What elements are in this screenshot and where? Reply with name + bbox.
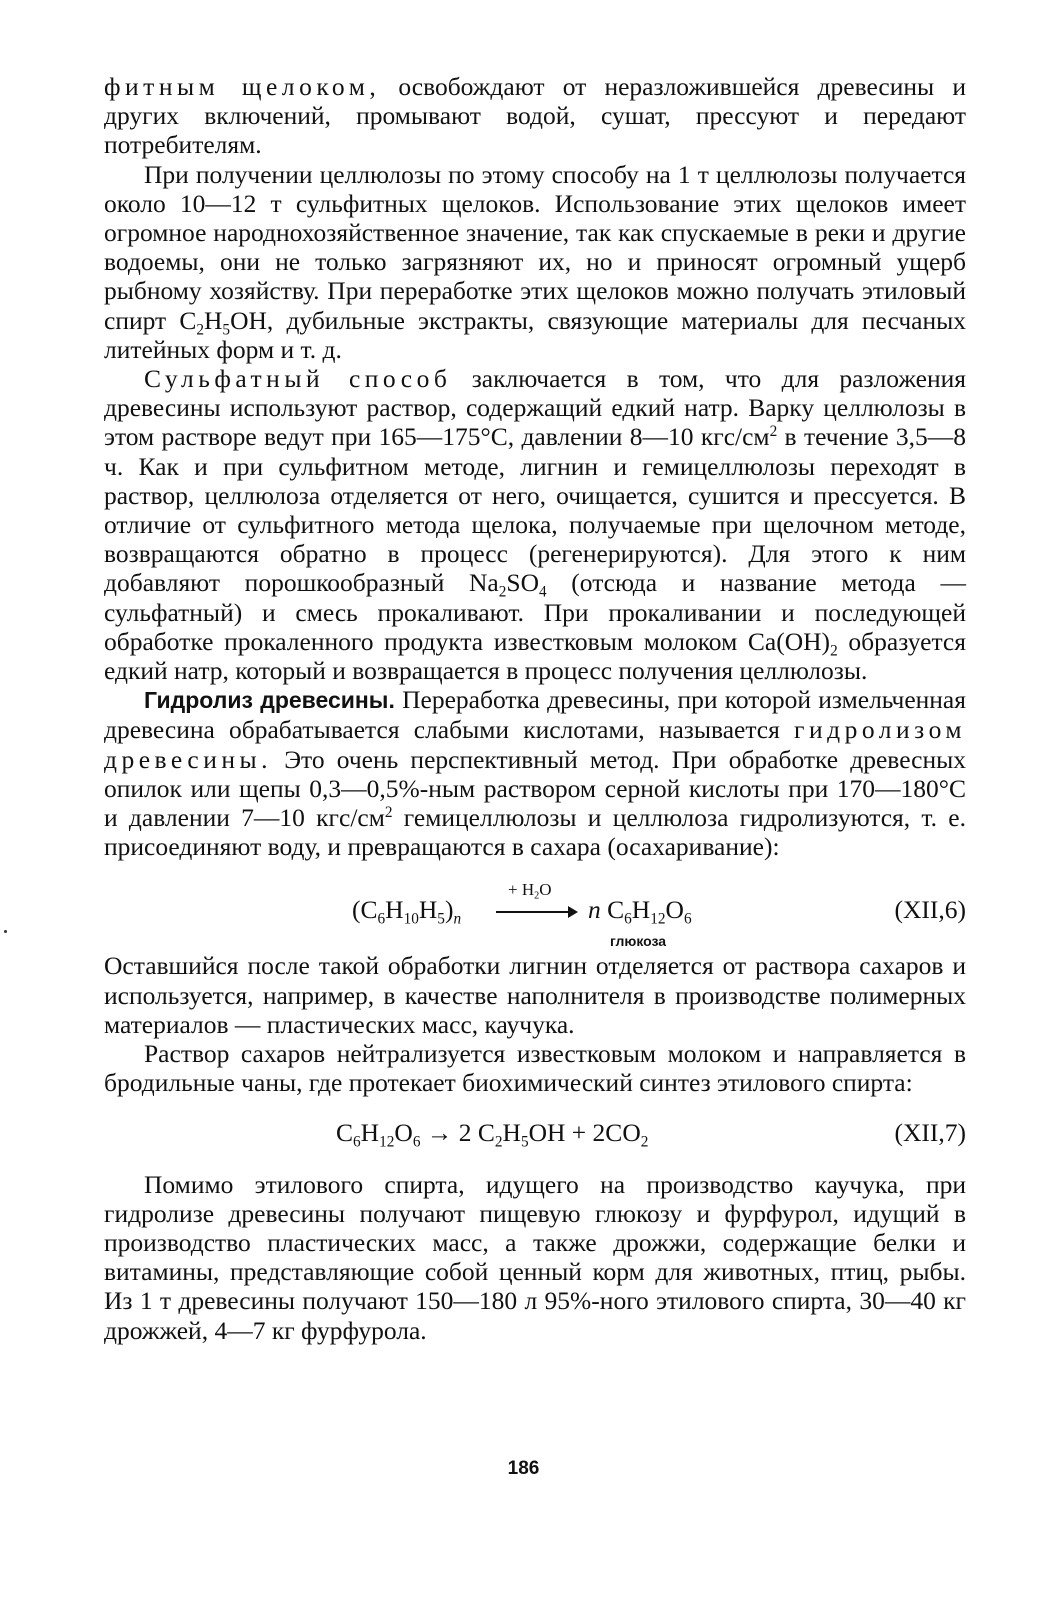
paragraph-text: заключается в том, что для разложения древесины используют раствор, содержащий едкий натр. Варку целлюлозы в этом растворе ведут при 165—175°С, давлении 8—10 кгс/см (104, 364, 966, 452)
subscript: 2 (196, 320, 204, 338)
paragraph-text: образуется едкий натр, который и возвращается в процесс получения целлюлозы. (104, 626, 966, 686)
section-heading: Гидролиз древесины. (144, 687, 395, 714)
equation-number: (XII,6) (894, 895, 966, 925)
superscript: 2 (384, 803, 393, 821)
subscript: 5 (222, 320, 231, 338)
subscript: 2 (830, 642, 838, 660)
page-body (104, 72, 966, 1345)
paragraph-2 (104, 160, 966, 364)
product-label: глюкоза (610, 933, 667, 950)
subscript: 4 (539, 583, 547, 601)
formula-text: H (204, 305, 223, 335)
paragraph-text: Оставшийся после такой обработки лигнин отделяется от раствора сахаров и используется, например, в качестве наполнителя в производстве полимерных материалов — пластических масс, каучука. (104, 951, 966, 1039)
paragraph-3 (104, 364, 966, 685)
spaced-text: фитным щелоком, (104, 72, 381, 101)
paragraph-1 (104, 72, 966, 160)
paragraph-text: OH, дубильные экстракты, связующие материалы для песчаных литейных форм и т. д. (104, 305, 966, 364)
subscript: 2 (498, 583, 507, 601)
superscript: 2 (769, 423, 778, 441)
equation-number: (XII,7) (894, 1117, 966, 1147)
page-number: 186 (507, 1458, 540, 1479)
paragraph-6 (104, 1039, 966, 1097)
paragraph-7 (104, 1170, 966, 1345)
paragraph-text: Раствор сахаров нейтрализуется известковым молоком и направляется в бродильные чаны, где протекает биохимический синтез этилового спирта: (104, 1039, 966, 1098)
reaction-arrow (496, 911, 576, 913)
paragraph-5 (104, 951, 966, 1039)
paragraph-text: При получении целлюлозы по этому способу на 1 т целлюлозы получается около 10—12 т сульфитных щелоков. Использование этих щелоков имеет огромное народнохозяйственное значение, так как спускаемые в реки и другие водоемы, они не только загрязняют их, но и приносят огромный ущерб рыбному хозяйству. При переработке этих щелоков можно получать этиловый спирт C (104, 159, 966, 335)
paragraph-text: Переработка древесины, при которой измельченная древесина обрабатывается слабыми кислотами, называется (104, 685, 966, 745)
equation-xii-7 (104, 1110, 966, 1156)
equation-xii-6 (104, 871, 966, 950)
equation-body: $C_6H_{12}O_6 \to 2$ $C_2H_5OH + 2CO_2$ (336, 1117, 649, 1150)
paragraph-text: Это очень перспективный метод. При обработке древесных опилок или щепы 0,3—0,5%-ным раствором серной кислоты при 170—180°С и давлении 7—10 кгс/см (104, 744, 966, 833)
paragraph-text: гемицеллюлозы и целлюлоза гидролизуются, т. е. присоединяют воду, и превращаются в сахара (осахаривание): (104, 803, 966, 862)
paragraph-text: освобождают от неразложившейся древесины и других включений, промывают водой, сушат, прессуют и передают потребителям. (104, 72, 966, 160)
equation-left: $(C_6H_{10}H_5)_n$ (352, 895, 462, 928)
paragraph-text: в течение 3,5—8 ч. Как и при сульфитном методе, лигнин и гемицеллюлозы переходят в раствор, целлюлоза отделяется от него, очищается, сушится и прессуется. В отличие от сульфитного метода щелока, получаемые при щелочном методе, возвращаются обратно в процесс (регенерируются). Для этого к ним добавляют порошкообразный Na (104, 422, 966, 598)
paragraph-text: Помимо этилового спирта, идущего на производство каучука, при гидролизе древесины получают пищевую глюкозу и фурфурол, идущий в производство пластических масс, а также дрожжи, содержащие белки и витамины, представляющие собой ценный корм для животных, птиц, рыбы. Из 1 т древесины получают 150—180 л 95%-ного этилового спирта, 30—40 кг дрожжей, 4—7 кг фурфурола. (104, 1169, 966, 1345)
spaced-text: гидролизом древесины. (104, 715, 966, 774)
paragraph-4 (104, 685, 966, 861)
formula-text: SO (506, 568, 539, 598)
paragraph-text: (отсюда и название метода — сульфатный) и смесь прокаливают. При прокаливании и последующей обработке прокаленного продукта известковым молоком Ca(OH) (104, 568, 966, 656)
equation-right: n $C_6H_{12}O_6$ (588, 895, 692, 928)
margin-dot (4, 930, 7, 933)
spaced-text: Сульфатный способ (144, 364, 452, 394)
arrow-condition: + $H_2O$ (508, 880, 552, 903)
